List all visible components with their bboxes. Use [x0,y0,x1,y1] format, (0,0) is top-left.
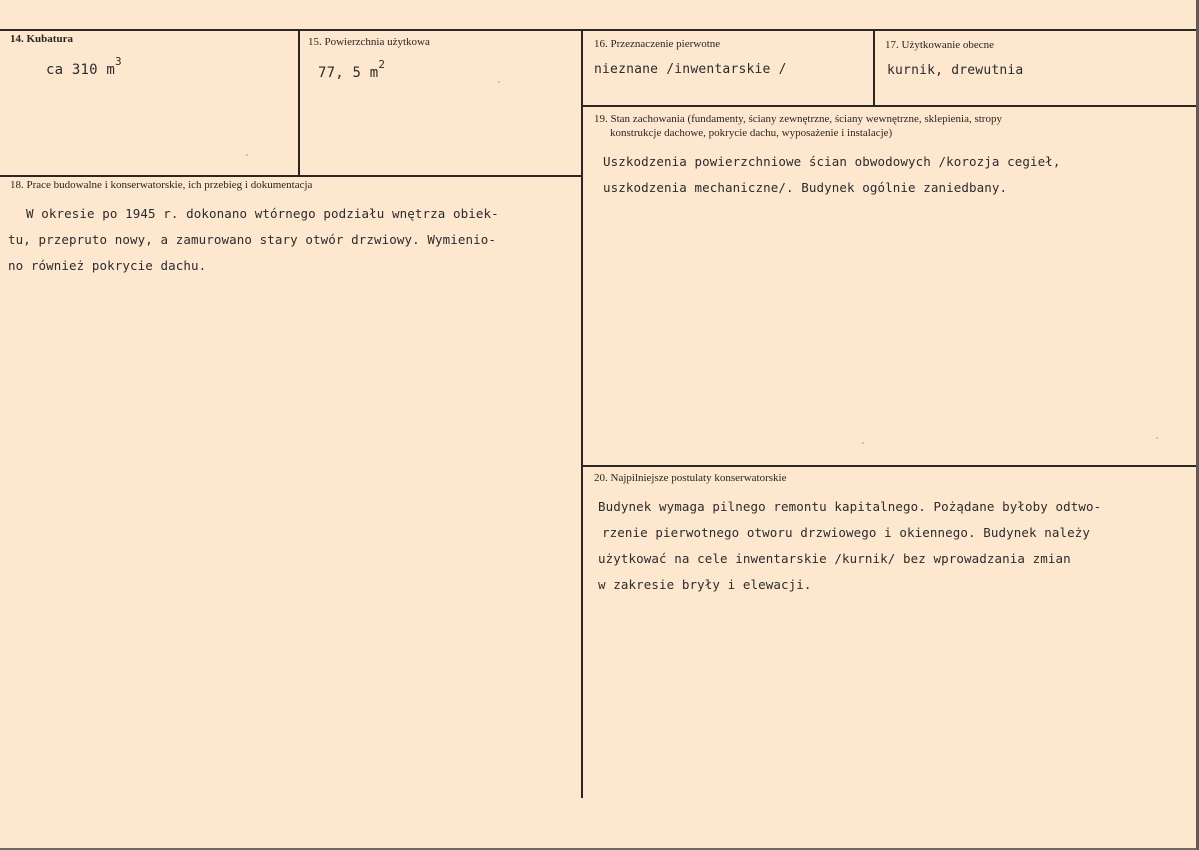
field-20-line-3: użytkować na cele inwentarskie /kurnik/ bez wprowadzania zmian [598,551,1071,566]
paper-speck [498,81,500,83]
field-19-line-2: uszkodzenia mechaniczne/. Budynek ogólnie zaniedbany. [603,180,1008,195]
field-16-label: 16. Przeznaczenie pierwotne [594,38,721,50]
paper-speck [246,154,248,156]
field-19-label-line-1: 19. Stan zachowania (fundamenty, ściany zewnętrzne, ściany wewnętrzne, sklepienia, stropy [594,113,1002,125]
field-14-label: 14. Kubatura [10,33,73,45]
rule-below-16-17 [583,105,1196,107]
divider-14-15 [298,31,300,175]
field-20-line-1: Budynek wymaga pilnego remontu kapitalnego. Pożądane byłoby odtwo- [598,499,1102,514]
field-18-line-1: W okresie po 1945 r. dokonano wtórnego podziału wnętrza obiek- [26,206,499,221]
field-16-value: nieznane /inwentarskie / [594,62,787,77]
field-20-label: 20. Najpilniejsze postulaty konserwatorskie [594,472,787,484]
paper-speck [862,442,864,444]
field-17-label: 17. Użytkowanie obecne [885,39,995,51]
field-15-unit-sup: 2 [378,58,386,71]
paper-speck [1156,437,1158,439]
field-14-value-text: ca 310 m [46,62,116,78]
field-15-label: 15. Powierzchnia użytkowa [308,36,430,48]
field-18-line-3: no również pokrycie dachu. [8,258,207,273]
field-15-value-text: 77, 5 m [318,65,379,81]
field-20-line-2: rzenie pierwotnego otworu drzwiowego i okiennego. Budynek należy [602,525,1091,540]
field-18-label: 18. Prace budowalne i konserwatorskie, ich przebieg i dokumentacja [10,179,313,191]
field-20-text [598,494,1101,598]
field-20-line-4: w zakresie bryły i elewacji. [598,577,812,592]
field-18-line-2: tu, przepruto nowy, a zamurowano stary otwór drzwiowy. Wymienio- [8,232,497,247]
field-17-value: kurnik, drewutnia [887,63,1024,78]
divider-main-vertical [581,31,583,798]
field-19-text [603,149,1061,201]
divider-16-17 [873,31,875,107]
field-18-text [8,201,499,279]
rule-above-20 [583,465,1196,467]
top-rule [0,29,1196,31]
field-15-value [318,58,385,81]
field-19-line-1: Uszkodzenia powierzchniowe ścian obwodowych /korozja cegieł, [603,154,1061,169]
field-19-label-line-2: konstrukcje dachowe, pokrycie dachu, wyposażenie i instalacje) [610,127,893,139]
rule-below-14-15 [0,175,582,177]
field-14-value [46,55,122,78]
field-14-unit-sup: 3 [115,55,122,68]
